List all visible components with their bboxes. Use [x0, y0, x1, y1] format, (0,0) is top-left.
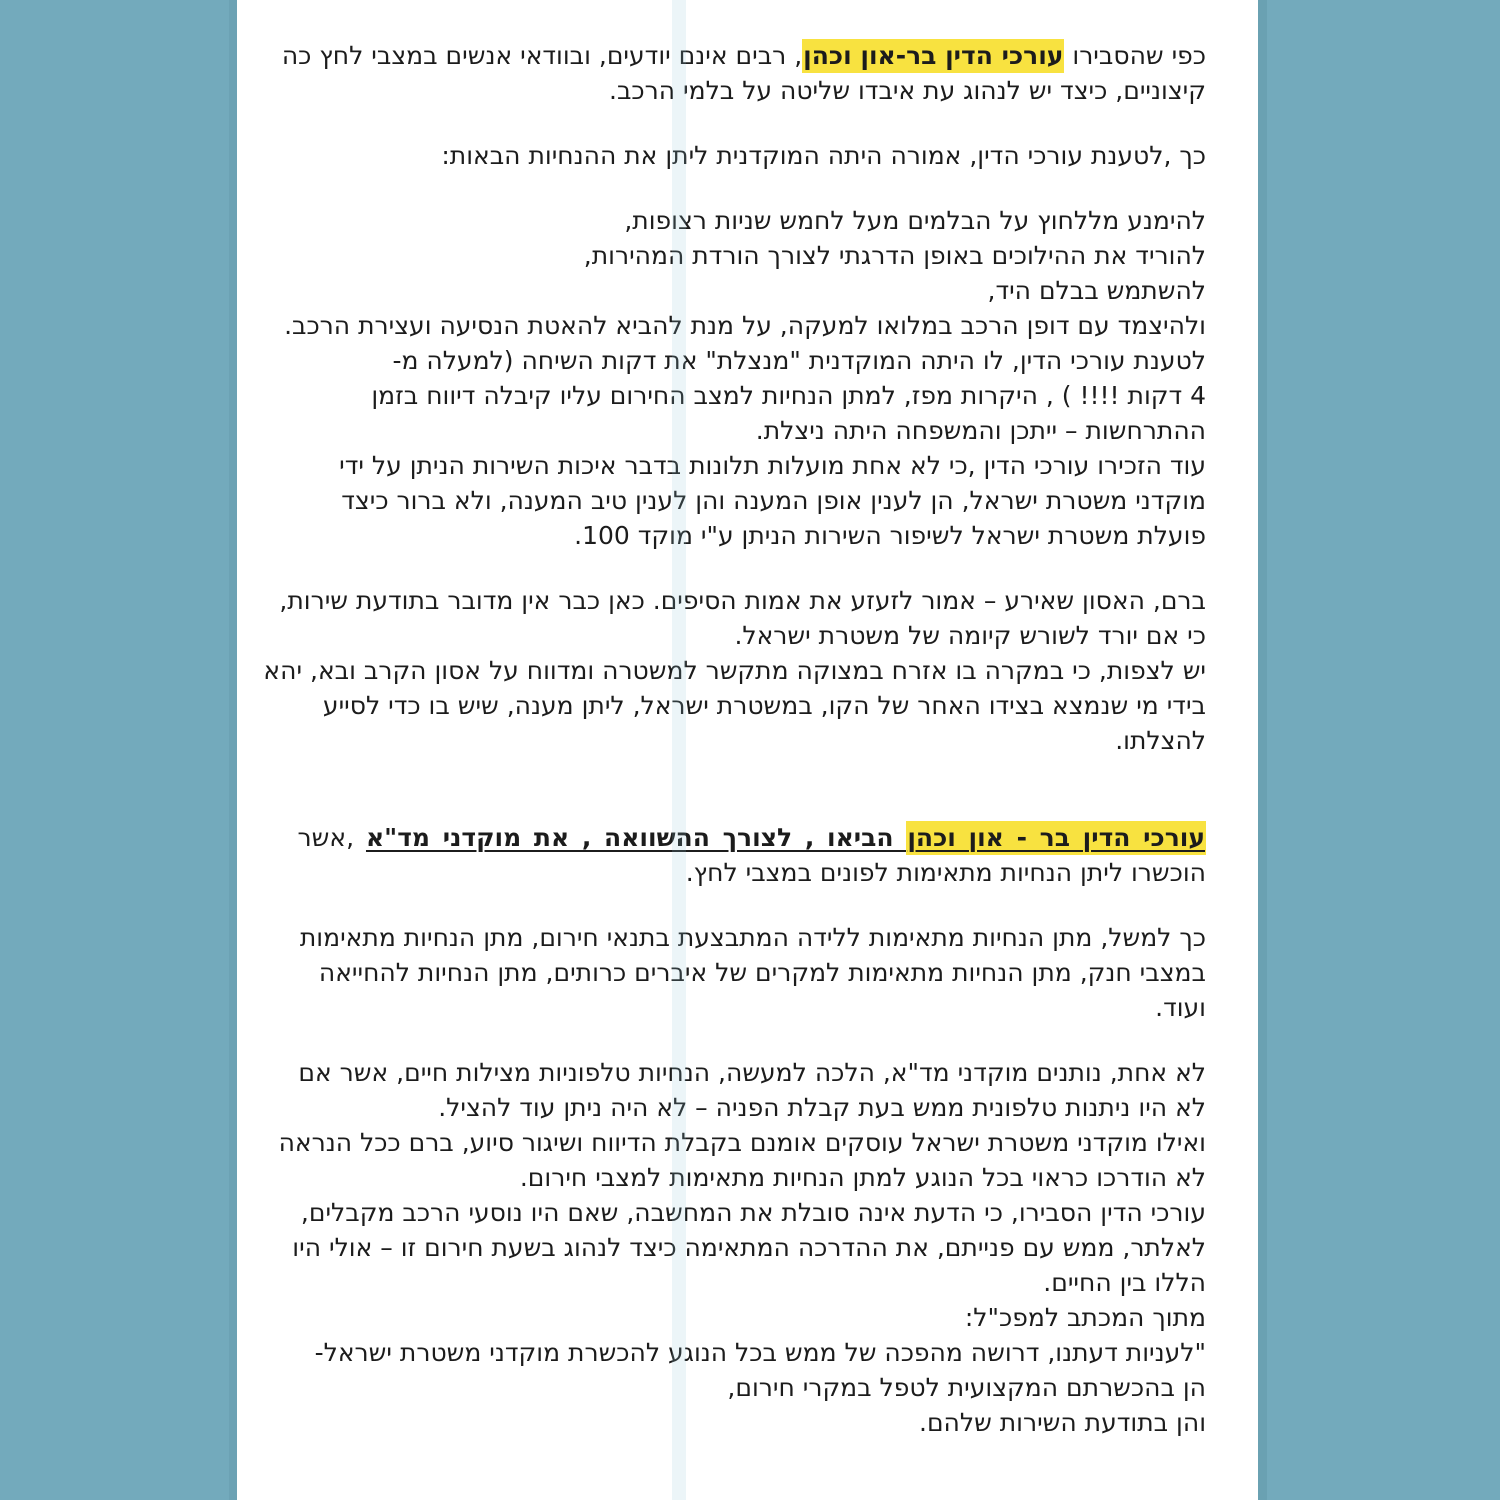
text-run: לא הודרכו כראוי בכל הנוגע למתן הנחיות מתאימות למצבי חירום. [519, 1163, 1206, 1192]
text-run: ,אשר [297, 823, 366, 852]
paragraph [287, 920, 1206, 1025]
text-line [287, 820, 1206, 855]
page-left-shadow [229, 0, 237, 1500]
text-line [287, 955, 1206, 990]
text-run: עוד הזכירו עורכי הדין ,כי לא אחת מועלות תלונות בדבר איכות השירות הניתן על ידי [339, 451, 1206, 480]
text-line [287, 688, 1206, 723]
text-run: ברם, האסון שאירע – אמור לזעזע את אמות הסיפים. כאן כבר אין מדובר בתודעת שירות, [279, 586, 1206, 615]
text-line [287, 618, 1206, 653]
text-run: קיצוניים, כיצד יש לנהוג עת איבדו שליטה על בלמי הרכב. [609, 76, 1206, 105]
text-line [287, 138, 1206, 173]
text-line [287, 73, 1206, 108]
document-page [237, 0, 1258, 1500]
text-run: בידי מי שנמצא בצידו האחר של הקו, במשטרת ישראל, ליתן מענה, שיש בו כדי לסייע [322, 691, 1206, 720]
text-line [287, 378, 1206, 413]
text-run: להימנע מללחוץ על הבלמים מעל לחמש שניות רצופות, [624, 206, 1206, 235]
text-run: לא אחת, נותנים מוקדני מד"א, הלכה למעשה, הנחיות טלפוניות מצילות חיים, אשר אם [298, 1058, 1206, 1087]
text-line [278, 1125, 1206, 1160]
text-line [287, 203, 1206, 238]
section-heading [287, 820, 1206, 890]
text-run: מוקדני משטרת ישראל, הן לענין אופן המענה והן לענין טיב המענה, ולא ברור כיצד [341, 486, 1206, 515]
text-run: הוכשרו ליתן הנחיות מתאימות לפונים במצבי לחץ. [685, 858, 1206, 887]
text-line [287, 1055, 1206, 1090]
text-run: להשתמש בבלם היד, [987, 276, 1206, 305]
text-line [287, 1160, 1206, 1195]
text-run: ועוד. [1155, 993, 1206, 1022]
text-run: להוריד את ההילוכים באופן הדרגתי לצורך הורדת המהירות, [583, 241, 1206, 270]
text-run: , רבים אינם יודעים, ובוודאי אנשים במצבי לחץ כה [281, 41, 803, 70]
text-run: כי אם יורד לשורש קיומה של משטרת ישראל. [734, 621, 1206, 650]
text-run: כך ,לטענת עורכי הדין, אמורה היתה המוקדנית ליתן את ההנחיות הבאות: [441, 141, 1206, 170]
text-run: הן בהכשרתם המקצועית לטפל במקרי חירום, [727, 1373, 1206, 1402]
text-run: כך למשל, מתן הנחיות מתאימות ללידה המתבצעת בתנאי חירום, מתן הנחיות מתאימות [299, 923, 1206, 952]
text-run: ולהיצמד עם דופן הרכב במלואו למעקה, על מנת להביא להאטת הנסיעה ועצירת הרכב. [284, 311, 1206, 340]
text-line [287, 920, 1206, 955]
text-line [287, 723, 1206, 758]
highlighted-text: עורכי הדין בר - און וכהן [906, 821, 1206, 855]
text-line [287, 1195, 1206, 1230]
text-run: "לעניות דעתנו, דרושה מהפכה של ממש בכל הנוגע להכשרת מוקדני משטרת ישראל- [314, 1338, 1206, 1367]
text-run: ואילו מוקדני משטרת ישראל עוסקים אומנם בקבלת הדיווח ושיגור סיוע, ברם ככל הנראה [278, 1128, 1206, 1157]
text-line [287, 1230, 1206, 1265]
text-run: במצבי חנק, מתן הנחיות מתאימות למקרים של איברים כרותים, מתן הנחיות להחייאה [318, 958, 1206, 987]
text-line [287, 855, 1206, 890]
text-line [287, 1090, 1206, 1125]
text-run: הללו בין החיים. [1043, 1268, 1206, 1297]
paragraph [281, 38, 1206, 108]
text-line [287, 413, 1206, 448]
text-line [287, 343, 1206, 378]
text-run: לא היו ניתנות טלפונית ממש בעת קבלת הפניה – לא היה ניתן עוד להציל. [438, 1093, 1206, 1122]
text-line [287, 238, 1206, 273]
text-line [284, 308, 1206, 343]
paragraph [284, 203, 1206, 553]
text-line [287, 1300, 1206, 1335]
text-run: לטענת עורכי הדין, לו היתה המוקדנית "מנצלת" את דקות השיחה (למעלה מ- [392, 346, 1206, 375]
text-run: כפי שהסבירו [1064, 41, 1206, 70]
text-line [287, 273, 1206, 308]
text-line [281, 38, 1206, 73]
paragraph [263, 583, 1206, 758]
text-run: יש לצפות, כי במקרה בו אזרח במצוקה מתקשר למשטרה ומדווח על אסון הקרב ובא, יהא [263, 656, 1206, 685]
text-line [287, 1265, 1206, 1300]
text-run: 4 דקות !!!! ) , היקרות מפז, למתן הנחיות למצב החירום עליו קיבלה דיווח בזמן [371, 381, 1206, 410]
text-run: מתוך המכתב למפכ"ל: [964, 1303, 1206, 1332]
text-run: עורכי הדין הסבירו, כי הדעת אינה סובלת את המחשבה, שאם היו נוסעי הרכב מקבלים, [300, 1198, 1206, 1227]
text-line [287, 518, 1206, 553]
text-line [287, 448, 1206, 483]
text-run: פועלת משטרת ישראל לשיפור השירות הניתן ע"י מוקד 100. [574, 521, 1206, 550]
text-run: להצלתו. [1115, 726, 1206, 755]
paragraph [287, 138, 1206, 173]
document-body [263, 38, 1206, 1440]
bold-underline-text: הביאו , לצורך ההשוואה , את מוקדני מד"א [365, 823, 907, 852]
text-run: לאלתר, ממש עם פנייתם, את ההדרכה המתאימה כיצד לנהוג בשעת חירום זו – אולי היו [292, 1233, 1206, 1262]
text-run: ההתרחשות – ייתכן והמשפחה היתה ניצלת. [755, 416, 1206, 445]
paragraph [278, 1055, 1206, 1440]
page-right-shadow [1258, 0, 1267, 1500]
text-run: והן בתודעת השירות שלהם. [919, 1408, 1206, 1437]
highlighted-text: עורכי הדין בר-און וכהן [802, 39, 1064, 73]
text-line [287, 1370, 1206, 1405]
text-line [279, 583, 1206, 618]
text-line [287, 1405, 1206, 1440]
text-line [287, 990, 1206, 1025]
text-line [287, 1335, 1206, 1370]
text-line [287, 483, 1206, 518]
text-line [263, 653, 1206, 688]
